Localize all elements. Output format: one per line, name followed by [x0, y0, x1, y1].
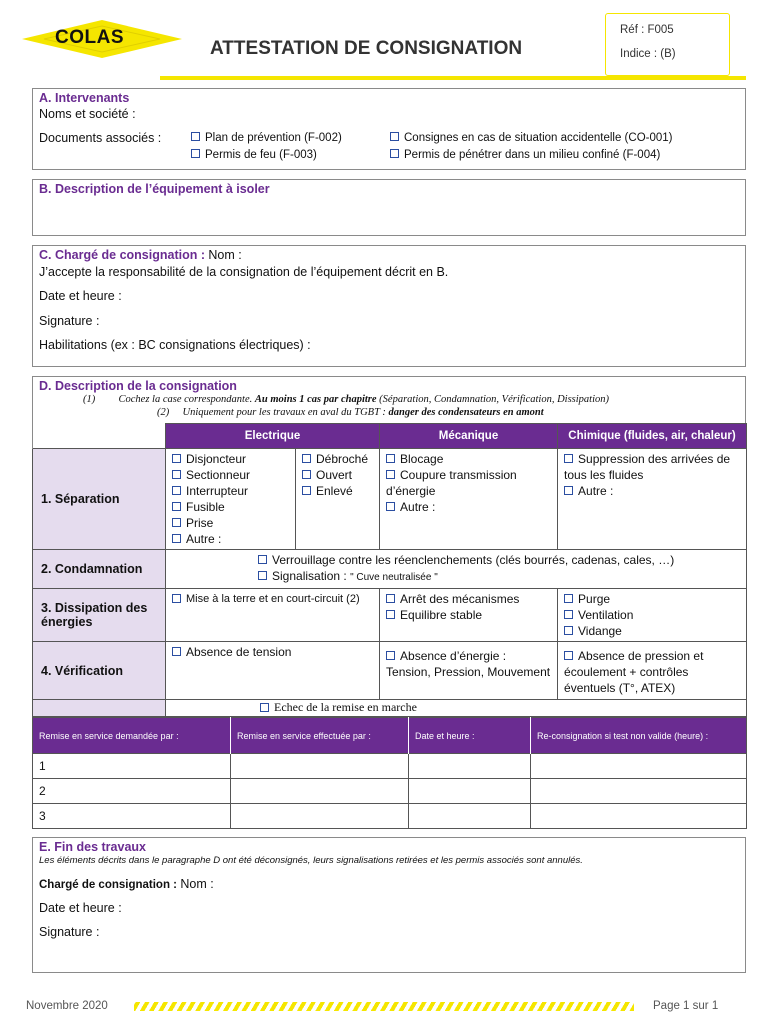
page-title: ATTESTATION DE CONSIGNATION [210, 38, 523, 59]
sep-chim [558, 449, 747, 550]
section-b-title: B. Description de l’équipement à isoler [39, 182, 270, 196]
row-condamnation: 2. Condamnation [33, 550, 166, 589]
charge-nom-label: Nom : [208, 248, 242, 262]
corner-cell [33, 424, 166, 449]
checkbox-icon [172, 454, 181, 463]
doc-checkbox-permis-penetrer[interactable]: Permis de pénétrer dans un milieu confiné (F-004) [390, 149, 660, 161]
fin-nom-label: Nom : [180, 877, 214, 891]
diss-chim [558, 589, 747, 642]
verif-elec [166, 642, 380, 700]
checkbox-absence-pression[interactable]: Absence de pression et écoulement + contrôles éventuels (T°, ATEX) [564, 649, 704, 695]
names-label: Noms et société : [39, 107, 136, 121]
section-d [32, 376, 746, 714]
checkbox-mise-terre[interactable]: Mise à la terre et en court-circuit (2) [172, 591, 373, 607]
checkbox-icon [564, 626, 573, 635]
checkbox-icon [260, 703, 269, 712]
checkbox-icon [302, 470, 311, 479]
checkbox-ouvert[interactable]: Ouvert [302, 467, 373, 483]
row-separation: 1. Séparation [33, 449, 166, 550]
echec-cell [166, 700, 747, 717]
row-verification-cont [33, 700, 166, 717]
checkbox-autre-meca[interactable]: Autre : [386, 499, 551, 515]
sep-meca [380, 449, 558, 550]
checkbox-icon [172, 470, 181, 479]
remise-header-date: Date et heure : [409, 718, 531, 754]
checkbox-absence-tension[interactable]: Absence de tension [172, 644, 373, 660]
header-yellow-rule [160, 76, 746, 80]
diss-elec [166, 589, 380, 642]
accept-text: J’accepte la responsabilité de la consignation de l’équipement décrit en B. [39, 265, 449, 279]
checkbox-autre-chim[interactable]: Autre : [564, 483, 740, 499]
doc-checkbox-permis-feu[interactable]: Permis de feu (F-003) [191, 149, 317, 161]
checkbox-suppression[interactable]: Suppression des arrivées de tous les fluides [564, 452, 731, 482]
row-number: 2 [33, 779, 231, 804]
checkbox-interrupteur[interactable]: Interrupteur [172, 483, 289, 499]
checkbox-icon [564, 486, 573, 495]
checkbox-icon [172, 518, 181, 527]
verif-chim [558, 642, 747, 700]
doc-checkbox-consignes[interactable]: Consignes en cas de situation accidentelle (CO-001) [390, 132, 672, 144]
checkbox-icon [258, 571, 267, 580]
checkbox-enleve[interactable]: Enlevé [302, 483, 373, 499]
fin-charge-row [39, 877, 214, 891]
diss-meca [380, 589, 558, 642]
checkbox-equilibre[interactable]: Equilibre stable [386, 607, 551, 623]
table-row [33, 804, 747, 829]
section-a [32, 88, 746, 170]
section-d-title: D. Description de la consignation [39, 379, 237, 393]
checkbox-arret[interactable]: Arrêt des mécanismes [386, 591, 551, 607]
section-c [32, 245, 746, 367]
checkbox-purge[interactable]: Purge [564, 591, 740, 607]
checkbox-prise[interactable]: Prise [172, 515, 289, 531]
remise-table [32, 717, 747, 829]
table-cell[interactable] [231, 804, 409, 829]
section-b [32, 179, 746, 236]
checkbox-debroche[interactable]: Débroché [302, 451, 373, 467]
footer-date: Novembre 2020 [26, 1000, 108, 1012]
checkbox-ventilation[interactable]: Ventilation [564, 607, 740, 623]
row-dissipation: 3. Dissipation des énergies [33, 589, 166, 642]
table-cell[interactable] [531, 779, 747, 804]
checkbox-blocage[interactable]: Blocage [386, 451, 551, 467]
checkbox-icon [564, 454, 573, 463]
section-a-title: A. Intervenants [39, 91, 130, 105]
fin-charge-label: Chargé de consignation : [39, 879, 178, 891]
checkbox-disjoncteur[interactable]: Disjoncteur [172, 451, 289, 467]
checkbox-icon [386, 651, 395, 660]
checkbox-verrouillage[interactable]: Verrouillage contre les réenclenchements (clés bourrés, cadenas, cales, …) [258, 552, 740, 568]
signalisation-note: " Cuve neutralisée " [350, 572, 438, 583]
table-cell[interactable] [409, 779, 531, 804]
ref-text: Réf : F005 [620, 24, 674, 36]
checkbox-vidange[interactable]: Vidange [564, 623, 740, 639]
section-e-desc: Les éléments décrits dans le paragraphe D ont été déconsignés, leurs signalisations retirées et les permis associés sont annulés. [39, 855, 583, 866]
checkbox-icon [302, 486, 311, 495]
checkbox-fusible[interactable]: Fusible [172, 499, 289, 515]
section-c-title-row [39, 248, 242, 262]
row-verification: 4. Vérification [33, 642, 166, 700]
checkbox-icon [172, 647, 181, 656]
fin-date-label: Date et heure : [39, 901, 122, 915]
checkbox-icon [386, 454, 395, 463]
col-chimique: Chimique (fluides, air, chaleur) [558, 424, 747, 449]
checkbox-icon [564, 610, 573, 619]
checkbox-icon [258, 555, 267, 564]
checkbox-echec[interactable]: Echec de la remise en marche [260, 700, 417, 714]
verif-meca [380, 642, 558, 700]
section-e [32, 837, 746, 973]
checkbox-coupure[interactable]: Coupure transmission d’énergie [386, 468, 517, 498]
checkbox-icon [386, 594, 395, 603]
ref-box [605, 13, 730, 76]
checkbox-absence-energie[interactable]: Absence d’énergie : Tension, Pression, Mouvement [386, 649, 551, 679]
table-cell[interactable] [531, 754, 747, 779]
docs-label: Documents associés : [39, 131, 162, 145]
section-d-header [32, 376, 746, 424]
checkbox-icon [191, 149, 200, 158]
signature-label: Signature : [39, 314, 100, 328]
checkbox-icon [172, 502, 181, 511]
checkbox-icon [172, 486, 181, 495]
row-number: 1 [33, 754, 231, 779]
indice-text: Indice : (B) [620, 48, 676, 60]
remise-header-reconsignation: Re-consignation si test non valide (heure) : [537, 730, 709, 741]
habilitations-label: Habilitations (ex : BC consignations électriques) : [39, 338, 311, 352]
table-cell[interactable] [231, 754, 409, 779]
colas-logo [22, 18, 182, 60]
fin-signature-label: Signature : [39, 925, 100, 939]
date-label: Date et heure : [39, 289, 122, 303]
table-cell[interactable] [409, 754, 531, 779]
checkbox-icon [172, 594, 181, 603]
cond-cell [166, 550, 747, 589]
checkbox-icon [191, 132, 200, 141]
checkbox-icon [302, 454, 311, 463]
doc-checkbox-plan-prevention[interactable]: Plan de prévention (F-002) [191, 132, 342, 144]
col-electrique: Electrique [166, 424, 380, 449]
table-row [33, 779, 747, 804]
logo-text: COLAS [55, 27, 124, 48]
checkbox-icon [386, 502, 395, 511]
row-number: 3 [33, 804, 231, 829]
table-cell[interactable] [231, 779, 409, 804]
checkbox-icon [390, 132, 399, 141]
remise-header-effectuee: Remise en service effectuée par : [231, 718, 409, 754]
checkbox-signalisation[interactable]: Signalisation : " Cuve neutralisée " [258, 568, 740, 586]
checkbox-sectionneur[interactable]: Sectionneur [172, 467, 289, 483]
checkbox-icon [564, 651, 573, 660]
table-row [33, 754, 747, 779]
note-2: (2) Uniquement pour les travaux en aval du TGBT : danger des condensateurs en amont [157, 407, 544, 418]
remise-header-demandee: Remise en service demandée par : [33, 718, 231, 754]
checkbox-icon [386, 610, 395, 619]
checkbox-autre-elec[interactable]: Autre : [172, 531, 289, 547]
consignation-grid [32, 423, 747, 717]
col-mecanique: Mécanique [380, 424, 558, 449]
checkbox-icon [390, 149, 399, 158]
table-cell[interactable] [409, 804, 531, 829]
checkbox-icon [172, 534, 181, 543]
section-c-title: C. Chargé de consignation : [39, 248, 205, 262]
checkbox-icon [386, 470, 395, 479]
sep-elec-a [166, 449, 296, 550]
footer-stripe [134, 1002, 634, 1011]
sep-elec-b [296, 449, 380, 550]
table-cell[interactable] [531, 804, 747, 829]
note-1: (1) Cochez la case correspondante. Au moins 1 cas par chapitre (Séparation, Condamnation, Vérification, Dissipation) [83, 394, 609, 405]
section-e-title: E. Fin des travaux [39, 840, 146, 854]
footer-page: Page 1 sur 1 [653, 1000, 719, 1012]
checkbox-icon [564, 594, 573, 603]
